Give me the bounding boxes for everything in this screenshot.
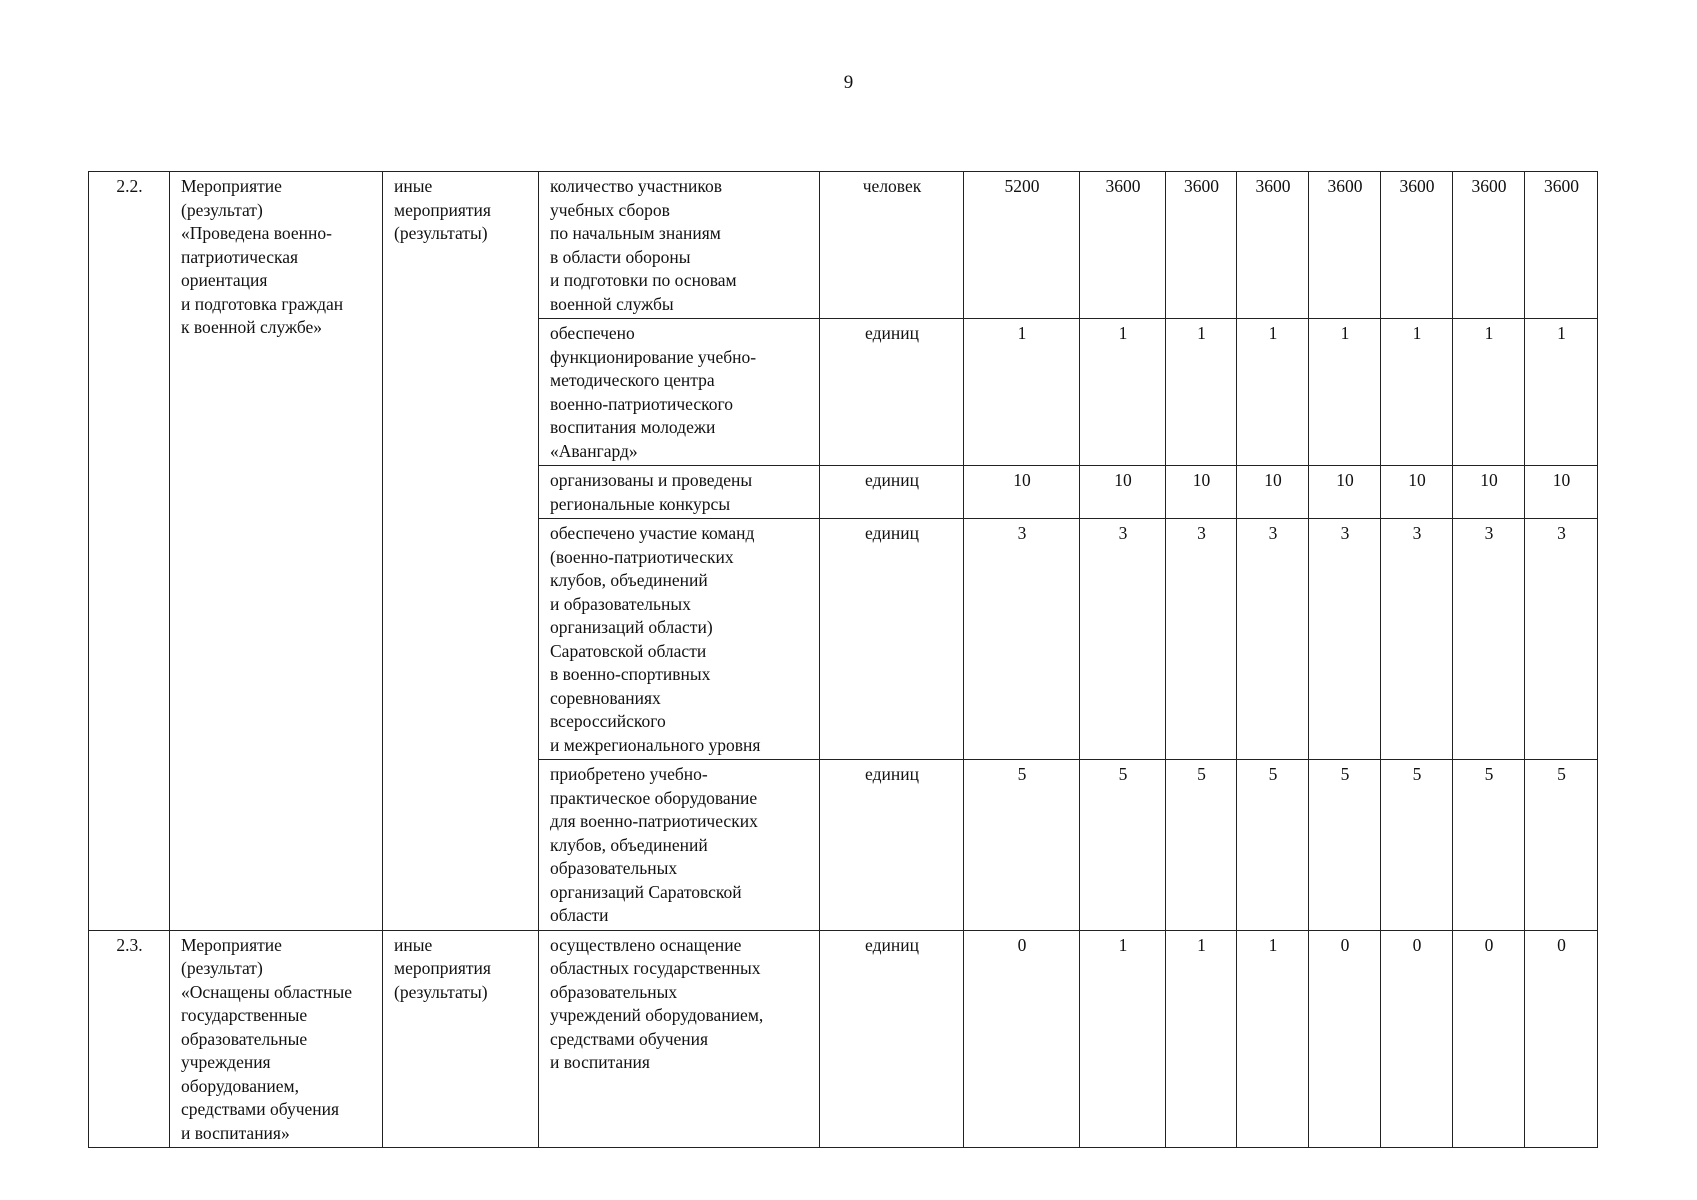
- value-cell: 5: [1453, 760, 1525, 931]
- value-cell: 1: [1237, 930, 1309, 1148]
- value-cell: 10: [1080, 466, 1166, 519]
- value-cell: 1: [1309, 319, 1381, 466]
- value-cell: 3: [964, 519, 1080, 760]
- unit-cell: единиц: [820, 760, 964, 931]
- unit-cell: единиц: [820, 519, 964, 760]
- indicator-name: обеспечено участие команд (военно-патриотических клубов, объединений и образовательных организаций области) Саратовской области в военно-спортивных соревнованиях всероссийского и межрегионального уровня: [539, 519, 820, 760]
- event-type: иные мероприятия (результаты): [383, 172, 539, 931]
- value-cell: 3: [1525, 519, 1598, 760]
- value-cell: 3600: [1381, 172, 1453, 319]
- value-cell: 3: [1166, 519, 1237, 760]
- value-cell: 10: [1381, 466, 1453, 519]
- page-number: 9: [843, 72, 854, 93]
- value-cell: 5: [1237, 760, 1309, 931]
- value-cell: 3600: [1080, 172, 1166, 319]
- results-table: [88, 171, 1598, 1148]
- value-cell: 0: [964, 930, 1080, 1148]
- value-cell: 1: [964, 319, 1080, 466]
- value-cell: 1: [1381, 319, 1453, 466]
- event-name: Мероприятие (результат) «Оснащены областные государственные образовательные учреждения оборудованием, средствами обучения и воспитания»: [170, 930, 383, 1148]
- value-cell: 1: [1080, 319, 1166, 466]
- indicator-name: осуществлено оснащение областных государственных образовательных учреждений оборудованием, средствами обучения и воспитания: [539, 930, 820, 1148]
- value-cell: 5: [1309, 760, 1381, 931]
- value-cell: 3600: [1309, 172, 1381, 319]
- value-cell: 1: [1080, 930, 1166, 1148]
- indicator-name: количество участников учебных сборов по начальным знаниям в области обороны и подготовки по основам военной службы: [539, 172, 820, 319]
- unit-cell: единиц: [820, 930, 964, 1148]
- unit-cell: человек: [820, 172, 964, 319]
- value-cell: 1: [1525, 319, 1598, 466]
- value-cell: 3: [1453, 519, 1525, 760]
- value-cell: 5: [1080, 760, 1166, 931]
- unit-cell: единиц: [820, 319, 964, 466]
- row-number: 2.2.: [89, 172, 170, 931]
- value-cell: 3600: [1453, 172, 1525, 319]
- value-cell: 1: [1166, 930, 1237, 1148]
- value-cell: 5: [1525, 760, 1598, 931]
- value-cell: 3600: [1237, 172, 1309, 319]
- indicator-name: приобретено учебно- практическое оборудование для военно-патриотических клубов, объединений образовательных организаций Саратовской области: [539, 760, 820, 931]
- value-cell: 0: [1381, 930, 1453, 1148]
- value-cell: 0: [1309, 930, 1381, 1148]
- value-cell: 10: [1237, 466, 1309, 519]
- value-cell: 0: [1453, 930, 1525, 1148]
- indicator-name: обеспечено функционирование учебно- методического центра военно-патриотического воспитания молодежи «Авангард»: [539, 319, 820, 466]
- value-cell: 10: [1525, 466, 1598, 519]
- table-row: [89, 930, 1598, 1148]
- value-cell: 5: [964, 760, 1080, 931]
- value-cell: 10: [1453, 466, 1525, 519]
- value-cell: 5200: [964, 172, 1080, 319]
- indicator-name: организованы и проведены региональные конкурсы: [539, 466, 820, 519]
- value-cell: 10: [1309, 466, 1381, 519]
- value-cell: 1: [1453, 319, 1525, 466]
- value-cell: 1: [1166, 319, 1237, 466]
- value-cell: 3: [1309, 519, 1381, 760]
- value-cell: 10: [964, 466, 1080, 519]
- value-cell: 1: [1237, 319, 1309, 466]
- table-row: [89, 172, 1598, 319]
- value-cell: 5: [1166, 760, 1237, 931]
- event-name: Мероприятие (результат) «Проведена военно- патриотическая ориентация и подготовка граждан к военной службе»: [170, 172, 383, 931]
- value-cell: 0: [1525, 930, 1598, 1148]
- value-cell: 3: [1080, 519, 1166, 760]
- value-cell: 3: [1381, 519, 1453, 760]
- row-number: 2.3.: [89, 930, 170, 1148]
- value-cell: 5: [1381, 760, 1453, 931]
- event-type: иные мероприятия (результаты): [383, 930, 539, 1148]
- unit-cell: единиц: [820, 466, 964, 519]
- value-cell: 3: [1237, 519, 1309, 760]
- value-cell: 10: [1166, 466, 1237, 519]
- value-cell: 3600: [1166, 172, 1237, 319]
- value-cell: 3600: [1525, 172, 1598, 319]
